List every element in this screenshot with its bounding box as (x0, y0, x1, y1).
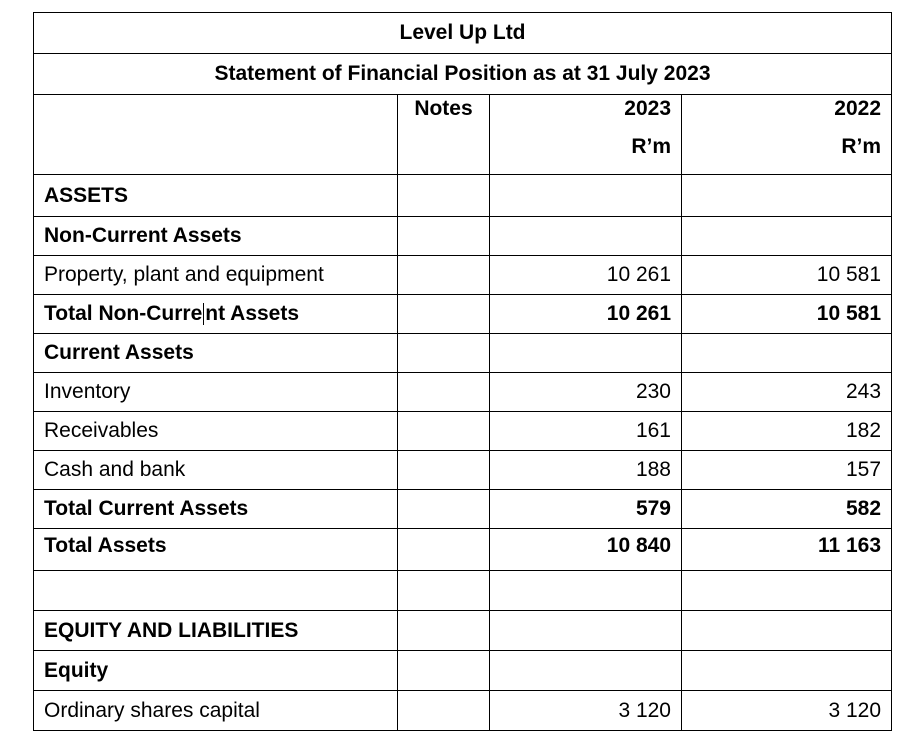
blank-cell (34, 571, 398, 611)
total-assets-label: Total Assets (34, 529, 398, 571)
inventory-2022: 243 (682, 373, 892, 412)
unit-2023-label: R’m (631, 135, 671, 158)
total-ca-2023: 579 (490, 490, 682, 529)
ppe-label: Property, plant and equipment (34, 256, 398, 295)
year-2023-header (490, 95, 682, 175)
share-capital-2023: 3 120 (490, 691, 682, 731)
notes-cell (398, 412, 490, 451)
total-assets-2023: 10 840 (490, 529, 682, 571)
column-header-row (34, 95, 892, 175)
notes-cell (398, 529, 490, 571)
value-cell (490, 217, 682, 256)
notes-cell (398, 451, 490, 490)
unit-2022-label: R’m (841, 135, 882, 158)
notes-cell (398, 651, 490, 691)
cash-label: Cash and bank (34, 451, 398, 490)
notes-cell (398, 611, 490, 651)
company-name: Level Up Ltd (34, 13, 892, 54)
value-cell (490, 651, 682, 691)
notes-cell (398, 175, 490, 217)
company-row (34, 13, 892, 54)
receivables-2022: 182 (682, 412, 892, 451)
financial-statement (33, 12, 891, 731)
cash-2023: 188 (490, 451, 682, 490)
receivables-label: Receivables (34, 412, 398, 451)
ppe-2022: 10 581 (682, 256, 892, 295)
share-capital-2022: 3 120 (682, 691, 892, 731)
receivables-2023: 161 (490, 412, 682, 451)
non-current-assets-heading: Non-Current Assets (34, 217, 398, 256)
total-nca-label-part1: Total Non-Curre (44, 302, 203, 325)
table-row (34, 175, 892, 217)
notes-cell (398, 334, 490, 373)
value-cell (490, 611, 682, 651)
statement-title: Statement of Financial Position as at 31 July 2023 (34, 54, 892, 95)
notes-cell (398, 295, 490, 334)
share-capital-label: Ordinary shares capital (34, 691, 398, 731)
statement-title-row (34, 54, 892, 95)
value-cell (490, 334, 682, 373)
table-row (34, 295, 892, 334)
table-row (34, 490, 892, 529)
year-2023-label: 2023 (624, 97, 671, 120)
inventory-2023: 230 (490, 373, 682, 412)
table-row (34, 691, 892, 731)
value-cell (682, 611, 892, 651)
total-assets-2022: 11 163 (682, 529, 892, 571)
notes-cell (398, 373, 490, 412)
value-cell (682, 571, 892, 611)
notes-cell (398, 691, 490, 731)
current-assets-heading: Current Assets (34, 334, 398, 373)
value-cell (682, 334, 892, 373)
cash-2022: 157 (682, 451, 892, 490)
table-row (34, 571, 892, 611)
total-current-assets-label: Total Current Assets (34, 490, 398, 529)
label-header (34, 95, 398, 175)
total-nca-2022: 10 581 (682, 295, 892, 334)
table-row (34, 256, 892, 295)
notes-cell (398, 217, 490, 256)
equity-liabilities-heading: EQUITY AND LIABILITIES (34, 611, 398, 651)
table-row (34, 529, 892, 571)
table-row (34, 651, 892, 691)
table-row (34, 217, 892, 256)
value-cell (682, 175, 892, 217)
notes-header: Notes (398, 95, 490, 175)
total-nca-label-part2: nt Assets (205, 302, 300, 325)
table-row (34, 451, 892, 490)
value-cell (682, 651, 892, 691)
ppe-2023: 10 261 (490, 256, 682, 295)
year-2022-header (682, 95, 892, 175)
total-nca-2023: 10 261 (490, 295, 682, 334)
table-row (34, 412, 892, 451)
notes-cell (398, 571, 490, 611)
value-cell (682, 217, 892, 256)
value-cell (490, 175, 682, 217)
year-2022-label: 2022 (834, 97, 882, 120)
equity-heading: Equity (34, 651, 398, 691)
table-row (34, 611, 892, 651)
assets-heading: ASSETS (34, 175, 398, 217)
notes-cell (398, 256, 490, 295)
total-ca-2022: 582 (682, 490, 892, 529)
notes-cell (398, 490, 490, 529)
inventory-label: Inventory (34, 373, 398, 412)
statement-table (33, 12, 892, 731)
value-cell (490, 571, 682, 611)
table-row (34, 334, 892, 373)
total-non-current-assets-label (34, 295, 398, 334)
table-row (34, 373, 892, 412)
